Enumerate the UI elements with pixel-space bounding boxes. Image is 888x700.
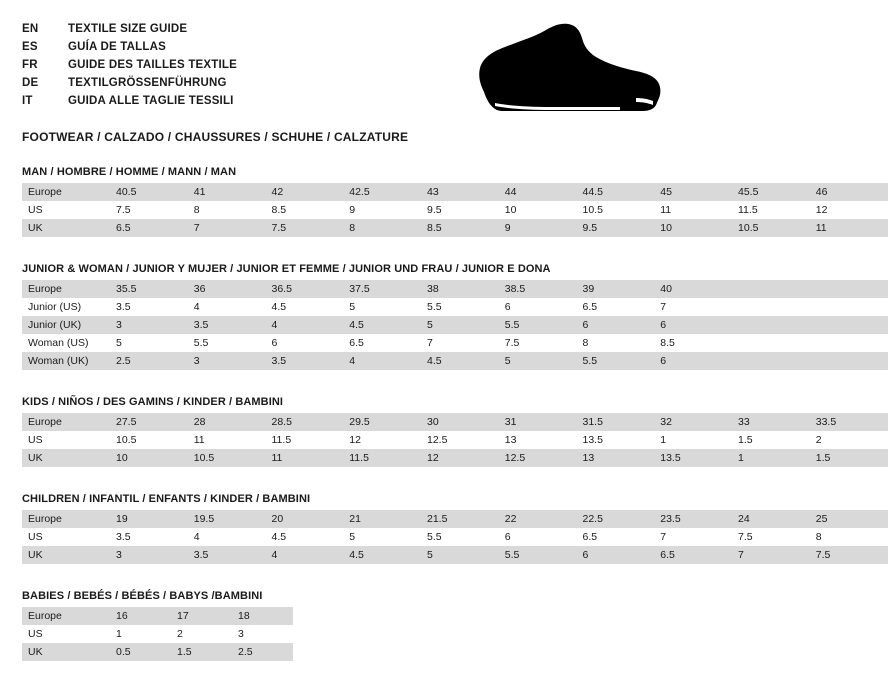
table-row	[22, 201, 888, 219]
size-table-kids	[22, 413, 888, 467]
cell: 5.5	[499, 546, 577, 564]
row-label: US	[22, 528, 110, 546]
cell: 10	[110, 449, 188, 467]
cell: 6	[577, 316, 655, 334]
cell: 35.5	[110, 280, 188, 298]
row-label: Europe	[22, 183, 110, 201]
cell: 0.5	[110, 643, 171, 661]
section-babies	[22, 590, 678, 661]
cell: 12.5	[421, 431, 499, 449]
cell: 23.5	[654, 510, 732, 528]
cell: 41	[188, 183, 266, 201]
cell: 5	[110, 334, 188, 352]
language-row	[22, 76, 237, 91]
row-label: Europe	[22, 510, 110, 528]
cell: 8	[188, 201, 266, 219]
cell: 28	[188, 413, 266, 431]
cell: 2.5	[110, 352, 188, 370]
cell: 1.5	[171, 643, 232, 661]
table-row	[22, 431, 888, 449]
cell: 19.5	[188, 510, 266, 528]
cell: 7	[421, 334, 499, 352]
cell: 33	[732, 413, 810, 431]
cell: 13	[577, 449, 655, 467]
row-label: Europe	[22, 280, 110, 298]
cell: 38.5	[499, 280, 577, 298]
cell: 6	[266, 334, 344, 352]
cell: 46	[810, 183, 888, 201]
cell: 4	[343, 352, 421, 370]
section-title: CHILDREN / INFANTIL / ENFANTS / KINDER / BAMBINI	[22, 493, 311, 505]
cell: 39	[577, 280, 655, 298]
cell	[732, 316, 810, 334]
cell: 38	[421, 280, 499, 298]
cell: 4.5	[421, 352, 499, 370]
cell: 13	[499, 431, 577, 449]
cell: 12	[343, 431, 421, 449]
language-title: GUIDE DES TAILLES TEXTILE	[68, 59, 237, 71]
table-row	[22, 352, 888, 370]
row-label: US	[22, 431, 110, 449]
cell: 10.5	[110, 431, 188, 449]
cell	[810, 334, 888, 352]
cell: 6.5	[577, 298, 655, 316]
row-label: UK	[22, 643, 110, 661]
cell: 45	[654, 183, 732, 201]
section-title: MAN / HOMBRE / HOMME / MANN / MAN	[22, 166, 237, 178]
cell: 4	[266, 316, 344, 334]
row-label: Woman (US)	[22, 334, 110, 352]
cell: 11.5	[343, 449, 421, 467]
cell: 24	[732, 510, 810, 528]
cell: 8	[810, 528, 888, 546]
cell: 44	[499, 183, 577, 201]
cell: 42	[266, 183, 344, 201]
cell: 30	[421, 413, 499, 431]
cell: 5	[421, 546, 499, 564]
cell: 9.5	[421, 201, 499, 219]
language-row	[22, 22, 237, 37]
header	[22, 20, 678, 116]
cell: 5	[343, 528, 421, 546]
cell: 8.5	[266, 201, 344, 219]
table-row	[22, 413, 888, 431]
cell: 6.5	[654, 546, 732, 564]
row-label: Woman (UK)	[22, 352, 110, 370]
cell: 16	[110, 607, 171, 625]
section-title: BABIES / BEBÉS / BÉBÉS / BABYS /BAMBINI	[22, 590, 263, 602]
cell: 4	[188, 528, 266, 546]
cell: 6.5	[110, 219, 188, 237]
cell: 32	[654, 413, 732, 431]
cell: 7	[188, 219, 266, 237]
cell: 43	[421, 183, 499, 201]
table-row	[22, 510, 888, 528]
cell: 1	[654, 431, 732, 449]
cell: 5	[343, 298, 421, 316]
row-label: UK	[22, 449, 110, 467]
cell: 17	[171, 607, 232, 625]
cell: 6	[577, 546, 655, 564]
row-label: Junior (UK)	[22, 316, 110, 334]
cell: 8	[343, 219, 421, 237]
row-label: Junior (US)	[22, 298, 110, 316]
cell: 11.5	[732, 201, 810, 219]
language-title: TEXTILE SIZE GUIDE	[68, 23, 188, 35]
cell: 7.5	[810, 546, 888, 564]
cell: 9	[343, 201, 421, 219]
cell: 6	[654, 316, 732, 334]
cell: 20	[266, 510, 344, 528]
cell: 7.5	[732, 528, 810, 546]
cell: 6	[499, 298, 577, 316]
cell: 5.5	[499, 316, 577, 334]
cell: 11.5	[266, 431, 344, 449]
table-row	[22, 528, 888, 546]
cell: 5.5	[421, 528, 499, 546]
dress-shoe-icon	[450, 20, 670, 116]
cell: 3	[188, 352, 266, 370]
cell: 4.5	[266, 528, 344, 546]
cell: 7	[654, 528, 732, 546]
cell: 3.5	[110, 298, 188, 316]
cell: 27.5	[110, 413, 188, 431]
section-children	[22, 493, 831, 564]
language-code: IT	[22, 95, 33, 107]
language-row	[22, 58, 237, 73]
cell: 7.5	[110, 201, 188, 219]
size-table-man	[22, 183, 888, 237]
cell: 11	[810, 219, 888, 237]
row-label: Europe	[22, 607, 110, 625]
language-title: GUÍA DE TALLAS	[68, 41, 166, 53]
language-code: EN	[22, 23, 39, 35]
language-code: DE	[22, 77, 39, 89]
language-row	[22, 94, 237, 109]
cell: 22.5	[577, 510, 655, 528]
category-line: FOOTWEAR / CALZADO / CHAUSSURES / SCHUHE / CALZATURE	[22, 130, 409, 144]
language-title: GUIDA ALLE TAGLIE TESSILI	[68, 95, 234, 107]
cell: 3.5	[266, 352, 344, 370]
table-row	[22, 219, 888, 237]
cell: 31	[499, 413, 577, 431]
language-title: TEXTILGRÖSSENFÜHRUNG	[68, 77, 227, 89]
cell: 42.5	[343, 183, 421, 201]
cell: 3.5	[110, 528, 188, 546]
cell: 13.5	[577, 431, 655, 449]
cell: 9	[499, 219, 577, 237]
cell: 33.5	[810, 413, 888, 431]
cell: 7.5	[499, 334, 577, 352]
section-title: JUNIOR & WOMAN / JUNIOR Y MUJER / JUNIOR ET FEMME / JUNIOR UND FRAU / JUNIOR E DONA	[22, 263, 551, 275]
cell: 3	[110, 546, 188, 564]
row-label: US	[22, 625, 110, 643]
cell	[810, 352, 888, 370]
cell: 11	[266, 449, 344, 467]
cell: 10.5	[577, 201, 655, 219]
cell: 10	[499, 201, 577, 219]
table-row	[22, 625, 293, 643]
cell: 36	[188, 280, 266, 298]
cell	[732, 298, 810, 316]
cell: 6.5	[577, 528, 655, 546]
cell: 1.5	[732, 431, 810, 449]
cell: 40.5	[110, 183, 188, 201]
section-kids	[22, 396, 837, 467]
cell: 5.5	[421, 298, 499, 316]
cell	[810, 280, 888, 298]
cell: 28.5	[266, 413, 344, 431]
section-junior-woman	[22, 263, 678, 370]
table-row	[22, 546, 888, 564]
cell: 7	[654, 298, 732, 316]
cell: 18	[232, 607, 293, 625]
cell: 1	[110, 625, 171, 643]
cell: 11	[654, 201, 732, 219]
cell: 40	[654, 280, 732, 298]
cell: 1	[732, 449, 810, 467]
cell: 3.5	[188, 316, 266, 334]
language-code: FR	[22, 59, 38, 71]
cell	[732, 280, 810, 298]
size-table-babies	[22, 607, 293, 661]
cell: 7	[732, 546, 810, 564]
cell	[732, 352, 810, 370]
cell: 21.5	[421, 510, 499, 528]
table-row	[22, 607, 293, 625]
language-row	[22, 40, 237, 55]
cell: 3	[232, 625, 293, 643]
cell: 45.5	[732, 183, 810, 201]
section-title: KIDS / NIÑOS / DES GAMINS / KINDER / BAMBINI	[22, 396, 284, 408]
cell: 2.5	[232, 643, 293, 661]
cell	[810, 316, 888, 334]
cell: 29.5	[343, 413, 421, 431]
cell: 3.5	[188, 546, 266, 564]
table-row	[22, 449, 888, 467]
cell: 5.5	[577, 352, 655, 370]
cell: 13.5	[654, 449, 732, 467]
cell: 4.5	[343, 316, 421, 334]
cell: 3	[110, 316, 188, 334]
cell: 12	[421, 449, 499, 467]
row-label: UK	[22, 219, 110, 237]
size-table-children	[22, 510, 888, 564]
size-table-junior-woman	[22, 280, 888, 370]
cell: 1.5	[810, 449, 888, 467]
cell: 21	[343, 510, 421, 528]
table-row	[22, 316, 888, 334]
cell: 22	[499, 510, 577, 528]
cell: 36.5	[266, 280, 344, 298]
table-row	[22, 183, 888, 201]
cell: 4	[266, 546, 344, 564]
cell: 37.5	[343, 280, 421, 298]
table-row	[22, 643, 293, 661]
cell: 11	[188, 431, 266, 449]
table-row	[22, 280, 888, 298]
cell: 2	[810, 431, 888, 449]
language-title-list	[22, 20, 237, 109]
cell: 5	[421, 316, 499, 334]
cell: 8	[577, 334, 655, 352]
cell: 6	[499, 528, 577, 546]
cell: 4	[188, 298, 266, 316]
cell: 8.5	[421, 219, 499, 237]
cell: 5	[499, 352, 577, 370]
cell: 31.5	[577, 413, 655, 431]
cell: 10	[654, 219, 732, 237]
cell	[732, 334, 810, 352]
table-row	[22, 334, 888, 352]
cell: 5.5	[188, 334, 266, 352]
cell: 44.5	[577, 183, 655, 201]
table-row	[22, 298, 888, 316]
row-label: Europe	[22, 413, 110, 431]
cell: 7.5	[266, 219, 344, 237]
cell: 4.5	[343, 546, 421, 564]
language-code: ES	[22, 41, 38, 53]
cell: 10.5	[188, 449, 266, 467]
cell: 12	[810, 201, 888, 219]
section-man	[22, 166, 828, 237]
cell: 8.5	[654, 334, 732, 352]
cell: 10.5	[732, 219, 810, 237]
row-label: UK	[22, 546, 110, 564]
cell: 4.5	[266, 298, 344, 316]
cell: 6	[654, 352, 732, 370]
cell	[810, 298, 888, 316]
cell: 19	[110, 510, 188, 528]
cell: 9.5	[577, 219, 655, 237]
row-label: US	[22, 201, 110, 219]
cell: 12.5	[499, 449, 577, 467]
cell: 25	[810, 510, 888, 528]
cell: 2	[171, 625, 232, 643]
cell: 6.5	[343, 334, 421, 352]
